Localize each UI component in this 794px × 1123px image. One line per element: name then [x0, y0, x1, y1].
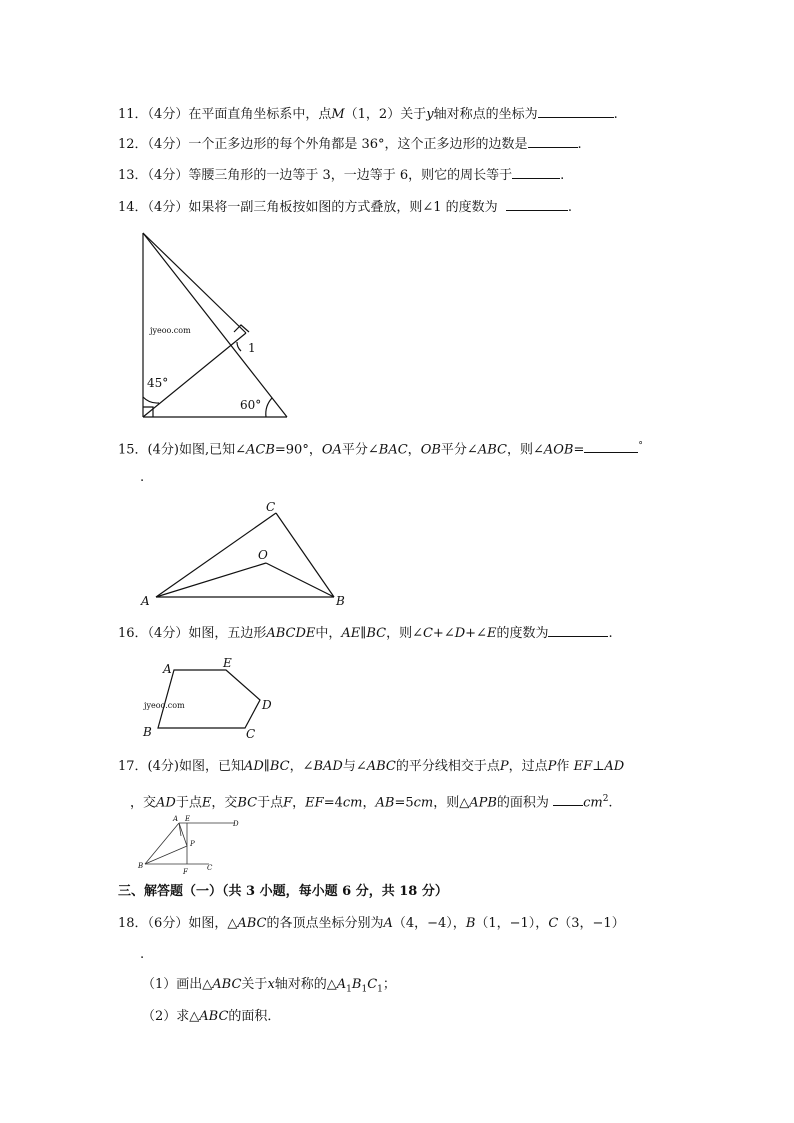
question-text: 轴对称的△	[274, 977, 337, 992]
question-text: 的度数为	[496, 626, 549, 641]
figure-15-triangle	[138, 497, 353, 612]
answer-blank[interactable]	[538, 104, 614, 118]
parallel-symbol: ∥	[360, 626, 367, 641]
coordinate: （1，−1），	[475, 916, 549, 931]
question-14	[118, 197, 572, 217]
question-score: （4分）	[147, 200, 189, 215]
question-17-line-1	[118, 758, 624, 776]
axis-label: y	[426, 107, 434, 122]
segment-name: BC	[237, 795, 258, 811]
axis-label: x	[267, 977, 275, 992]
section-3-heading: 三、解答题（一）（共 3 小题，每小题 6 分，共 18 分）	[118, 884, 448, 899]
question-number: 13．	[118, 168, 148, 183]
question-number: 16．	[118, 626, 148, 641]
question-score: （4分）	[147, 168, 189, 183]
answer-blank[interactable]	[506, 197, 568, 211]
question-number: 14．	[118, 200, 148, 215]
period: .	[560, 168, 565, 183]
question-text: 的平分线相交于点	[395, 759, 500, 774]
question-text: 如果将一副三角板按如图的方式叠放，则∠1 的度数为	[188, 200, 498, 215]
subscript: 1	[361, 984, 368, 995]
point-A: A	[141, 594, 150, 608]
point-P: P	[190, 840, 195, 848]
question-number: 17．	[118, 759, 148, 774]
watermark: jyeoo.com	[150, 326, 191, 335]
question-text: 等腰三角形的一边等于 3，一边等于 6，则它的周长等于	[188, 168, 513, 183]
triangle-name: APB	[469, 795, 497, 811]
question-11	[118, 104, 618, 124]
question-score: （4分）	[147, 137, 189, 152]
figure-16-pentagon	[138, 654, 278, 744]
answer-blank[interactable]	[584, 439, 638, 453]
segment-name: BC	[269, 759, 290, 774]
point-name: A	[336, 977, 347, 992]
period: .	[608, 626, 613, 641]
question-18-period: .	[140, 947, 145, 962]
question-text: ，交	[211, 795, 238, 811]
point-label: M	[331, 107, 345, 122]
question-15	[118, 437, 643, 459]
question-18-part-1	[142, 976, 396, 999]
coordinate: （3，−1）	[558, 916, 625, 931]
angle-60-label: 60°	[240, 398, 262, 412]
answer-blank[interactable]	[553, 792, 583, 806]
question-text: 轴对称点的坐标为	[433, 107, 538, 122]
question-text: 在平面直角坐标系中，点	[188, 107, 332, 122]
question-text: （1）画出△	[142, 977, 213, 992]
point-D: D	[262, 698, 272, 712]
question-score: (4分)	[147, 759, 179, 774]
point-name: F	[283, 795, 293, 811]
question-text: ，	[407, 442, 421, 458]
point-name: C	[367, 977, 378, 992]
question-15-period: .	[140, 470, 145, 485]
angle-name: BAD	[313, 759, 343, 774]
question-text: 中，	[315, 626, 342, 641]
angle-name: D	[454, 626, 466, 641]
period: .	[577, 137, 582, 152]
question-text: 平分∠	[341, 442, 379, 458]
question-text: ，	[362, 795, 376, 811]
angle-45-label: 45°	[147, 376, 169, 390]
point-C: C	[207, 864, 213, 872]
segment-name: AD	[243, 759, 264, 774]
parallel-symbol: ∥	[263, 759, 270, 774]
question-number: 15．	[118, 442, 148, 458]
angle-name: AOB	[543, 442, 574, 458]
answer-blank[interactable]	[512, 165, 560, 179]
question-score: (4分)	[147, 442, 179, 458]
answer-blank[interactable]	[548, 623, 608, 637]
point-C: C	[246, 727, 256, 741]
point-B: B	[143, 725, 152, 739]
point-O: O	[258, 548, 268, 562]
period: .	[567, 200, 573, 215]
triangle-name: ABC	[199, 1009, 229, 1024]
question-text: 如图，五边形	[188, 626, 267, 641]
segment-name: OB	[420, 442, 441, 458]
question-text: 与∠	[342, 759, 367, 774]
point-name: P	[499, 759, 509, 774]
question-number: 11．	[118, 107, 148, 122]
unit: cm	[413, 795, 434, 811]
segment-name: AD	[604, 759, 625, 774]
question-text: ，则∠	[386, 626, 423, 641]
triangle-name: ABC	[212, 977, 242, 992]
unit-exponent: 2	[602, 794, 609, 804]
point-C: C	[266, 500, 276, 514]
period: .	[608, 795, 613, 811]
segment-name: AD	[156, 795, 176, 811]
angle-name: ABC	[477, 442, 507, 458]
watermark: jyeoo.com	[144, 701, 185, 710]
question-text: （2）求△	[142, 1009, 200, 1024]
angle-name: C	[422, 626, 433, 641]
subscript: 1	[346, 984, 352, 995]
point-D: D	[233, 820, 239, 828]
question-text: 如图,已知∠	[178, 442, 246, 458]
question-18	[118, 915, 625, 933]
question-text: 关于	[241, 977, 268, 992]
question-text: =	[573, 442, 585, 458]
segment-name: OA	[321, 442, 342, 458]
answer-blank[interactable]	[528, 134, 578, 148]
question-number: 12．	[118, 137, 148, 152]
angle-name: BAC	[378, 442, 408, 458]
figure-14-triangles	[130, 225, 300, 425]
unit: cm	[342, 795, 363, 811]
question-text: 如图，△	[188, 916, 238, 931]
question-score: （6分）	[147, 916, 189, 931]
angle-name: ABC	[366, 759, 396, 774]
question-text: =4	[323, 795, 343, 811]
coordinate: （4，−4），	[392, 916, 466, 931]
question-number: 18．	[118, 916, 148, 931]
triangle-name: ABC	[237, 916, 267, 931]
point-A: A	[173, 815, 179, 823]
point-name: E	[201, 795, 212, 811]
question-17-line-2	[130, 790, 613, 812]
point-B: B	[336, 594, 345, 608]
question-score: （4分）	[147, 626, 189, 641]
unit: cm	[583, 795, 603, 811]
point-name: C	[548, 916, 559, 931]
question-text: ，则△	[433, 795, 470, 811]
question-text: 作	[556, 759, 570, 774]
question-16	[118, 623, 613, 643]
segment-name: EF	[573, 759, 593, 774]
angle-name: ACB	[246, 442, 275, 458]
segment-name: EF	[305, 795, 324, 811]
segment-name: AE	[341, 626, 361, 641]
question-13	[118, 165, 564, 185]
question-text: =5	[394, 795, 414, 811]
semicolon: ；	[382, 977, 396, 992]
point-A: A	[163, 662, 172, 676]
perpendicular-symbol: ⊥	[592, 759, 605, 774]
figure-17-parallel-lines	[135, 812, 250, 877]
point-name: P	[547, 759, 557, 774]
question-text: +∠	[465, 626, 487, 641]
question-text: ，过点	[508, 759, 548, 774]
question-text: 于点	[257, 795, 284, 811]
segment-name: BC	[366, 626, 387, 641]
question-text: 于点	[175, 795, 202, 811]
point-E: E	[223, 656, 232, 670]
question-text: +∠	[432, 626, 455, 641]
question-text: （1，2）关于	[344, 107, 427, 122]
question-text: ，交	[130, 795, 157, 811]
question-text: =90°，	[274, 442, 322, 458]
question-text: 的各顶点坐标分别为	[266, 916, 384, 931]
point-E: E	[185, 815, 191, 823]
question-12	[118, 134, 582, 154]
polygon-name: ABCDE	[266, 626, 316, 641]
question-text: ，则∠	[506, 442, 544, 458]
point-name: A	[383, 916, 393, 931]
point-name: B	[351, 977, 362, 992]
angle-name: E	[486, 626, 497, 641]
degree-sign: °	[638, 441, 643, 451]
subscript: 1	[377, 984, 383, 995]
segment-name: AB	[375, 795, 395, 811]
question-text: 平分∠	[440, 442, 478, 458]
angle-1-label: 1	[248, 341, 256, 355]
question-score: （4分）	[147, 107, 189, 122]
period: .	[613, 107, 618, 122]
question-text: 一个正多边形的每个外角都是 36°，这个正多边形的边数是	[188, 137, 528, 152]
question-text: 如图，已知	[178, 759, 244, 774]
question-18-part-2	[142, 1008, 280, 1026]
question-text: 的面积为	[496, 795, 549, 811]
point-B: B	[138, 862, 144, 870]
point-F: F	[183, 868, 188, 876]
question-text: 的面积．	[228, 1009, 281, 1024]
point-name: B	[465, 916, 476, 931]
question-text: ，∠	[289, 759, 314, 774]
question-text: ，	[292, 795, 306, 811]
